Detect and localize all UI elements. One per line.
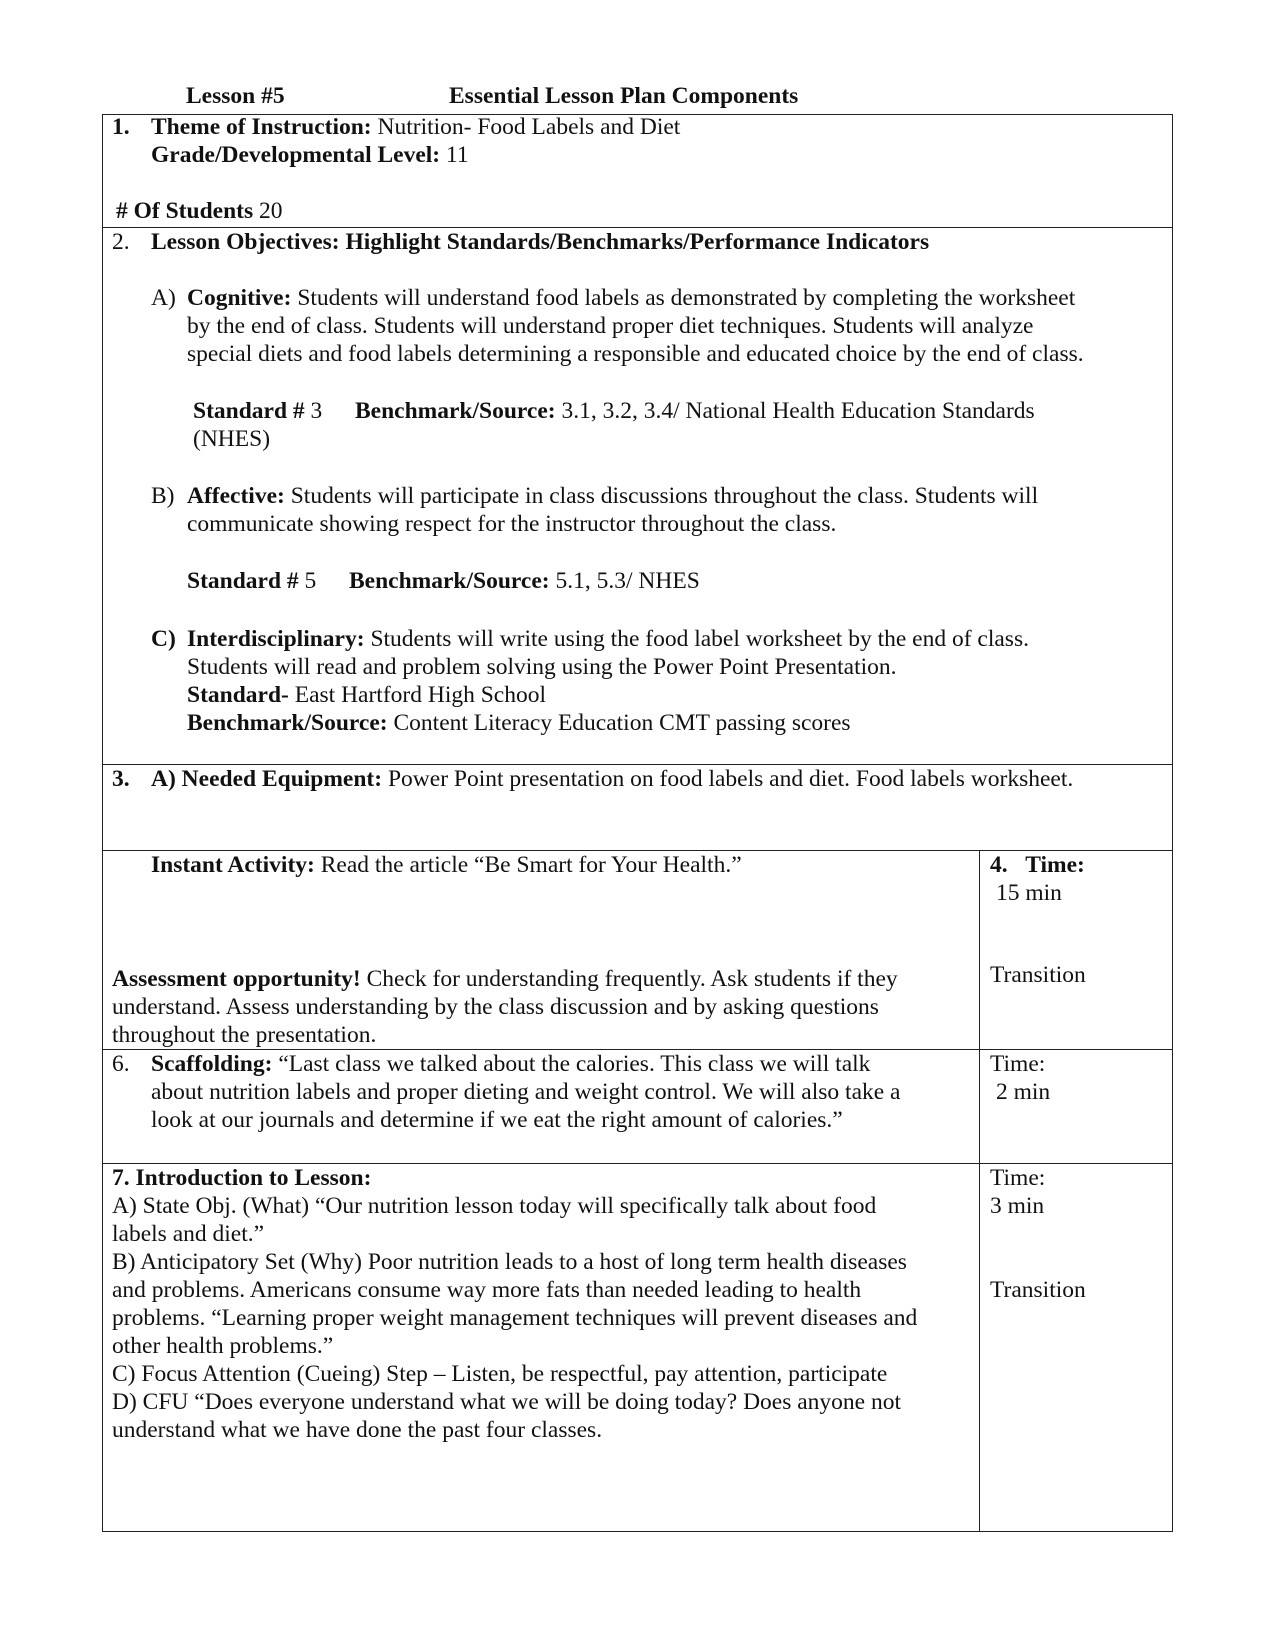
cognitive-benchmark: Benchmark/Source: 3.1, 3.2, 3.4/ National Health Education Standards [355,398,1035,424]
row-divider [102,850,1173,851]
students-label: # Of Students [116,198,254,224]
students-value: 20 [253,198,283,224]
assessment-line-3: throughout the presentation. [112,1022,377,1048]
scaffolding-line-2: about nutrition labels and proper dieting and weight control. We will also take a [151,1079,901,1105]
theme-value: Nutrition- Food Labels and Diet [371,114,681,140]
scaffolding-line-1: Scaffolding: “Last class we talked about the calories. This class we will talk [151,1051,871,1077]
interdisciplinary-label: Interdisciplinary: [187,626,365,652]
time-4: 4. Time: [990,852,1085,878]
cognitive-line-2: by the end of class. Students will understand proper diet techniques. Students will analyze [187,313,1034,339]
transition-label: Transition [990,1277,1086,1303]
affective-standard: Standard # 5 [187,568,317,594]
affective-label: Affective: [187,483,285,509]
interdisciplinary-line-2: Students will read and problem solving using the Power Point Presentation. [187,654,897,680]
affective-letter: B) [151,483,175,509]
instant-activity: Instant Activity: Read the article “Be Smart for Your Health.” [151,852,742,878]
section-6-number: 6. [112,1051,130,1077]
cognitive-benchmark-cont: (NHES) [193,426,271,452]
needed-equipment [151,766,1073,794]
time-7-value: 3 min [990,1193,1045,1219]
cognitive-line-1: Cognitive: Students will understand food labels as demonstrated by completing the worksheet [187,285,1076,311]
cognitive-label: Cognitive: [187,285,292,311]
row-divider [102,1163,1173,1164]
affective-line-1: Affective: Students will participate in class discussions throughout the class. Students will [187,483,1039,509]
section-2-number: 2. [112,229,130,255]
intro-line: other health problems.” [112,1333,334,1359]
grade-label: Grade/Developmental Level: [151,142,441,168]
cognitive-standard: Standard # 3 [193,398,323,424]
introduction-heading: 7. Introduction to Lesson: [112,1165,372,1191]
intro-line: B) Anticipatory Set (Why) Poor nutrition leads to a host of long term health diseases [112,1249,907,1275]
column-divider [979,850,980,1532]
affective-benchmark: Benchmark/Source: 5.1, 5.3/ NHES [349,568,700,594]
equipment-value: Power Point presentation on food labels and diet. Food labels worksheet. [382,766,1074,792]
row-divider [102,227,1173,228]
cognitive-line-3: special diets and food labels determining a responsible and educated choice by the end of class. [187,341,1084,367]
time-4-value: 15 min [996,880,1062,906]
scaffolding-line-3: look at our journals and determine if we eat the right amount of calories.” [151,1107,843,1133]
transition-label: Transition [990,962,1086,988]
scaffolding-label: Scaffolding: [151,1051,273,1077]
intro-line: labels and diet.” [112,1221,265,1247]
assessment-line-1: Assessment opportunity! Check for understanding frequently. Ask students if they [112,966,898,992]
objectives-heading: Lesson Objectives: Highlight Standards/Benchmarks/Performance Indicators [151,229,930,255]
assessment-line-2: understand. Assess understanding by the class discussion and by asking questions [112,994,879,1020]
grade-value: 11 [440,142,469,168]
intro-line: understand what we have done the past four classes. [112,1417,603,1443]
section-3-number: 3. [112,766,130,792]
page-title: Essential Lesson Plan Components [449,83,799,109]
number-of-students [116,198,283,226]
intro-line: C) Focus Attention (Cueing) Step – Listen, be respectful, pay attention, participate [112,1361,888,1387]
interdisciplinary-line-1: Interdisciplinary: Students will write using the food label worksheet by the end of class. [187,626,1029,652]
assessment-label: Assessment opportunity! [112,966,361,992]
intro-line: and problems. Americans consume way more fats than needed leading to health [112,1277,862,1303]
intro-line: A) State Obj. (What) “Our nutrition lesson today will specifically talk about food [112,1193,877,1219]
section-1-number: 1. [112,114,130,140]
interdisciplinary-benchmark: Benchmark/Source: Content Literacy Education CMT passing scores [187,710,851,736]
time-7-label: Time: [990,1165,1046,1191]
grade-level [151,142,469,170]
cognitive-letter: A) [151,285,176,311]
time-6-label: Time: [990,1051,1046,1077]
interdisciplinary-standard: Standard- East Hartford High School [187,682,547,708]
intro-line: D) CFU “Does everyone understand what we will be doing today? Does anyone not [112,1389,902,1415]
intro-line: problems. “Learning proper weight management techniques will prevent diseases and [112,1305,918,1331]
lesson-number: Lesson #5 [186,83,285,109]
affective-line-2: communicate showing respect for the instructor throughout the class. [187,511,837,537]
interdisciplinary-letter: C) [151,626,176,652]
equipment-label: A) Needed Equipment: [151,766,383,792]
row-divider [102,764,1173,765]
theme-of-instruction [151,114,680,142]
instant-activity-label: Instant Activity: [151,852,315,878]
theme-label: Theme of Instruction: [151,114,372,140]
time-6-value: 2 min [996,1079,1051,1105]
